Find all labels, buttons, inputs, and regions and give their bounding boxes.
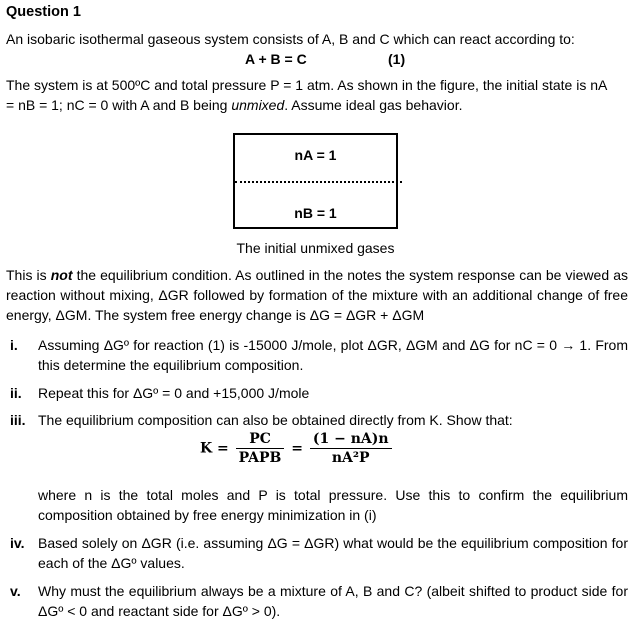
item-text-iii: The equilibrium composition can also be obtained directly from K. Show that: xyxy=(38,412,513,428)
bottom-compartment-label: nB = 1 xyxy=(294,205,337,221)
para-start: This is xyxy=(6,267,51,283)
intro-text: An isobaric isothermal gaseous system consists of A, B and C which can react according to: xyxy=(6,31,575,47)
equilibrium-constant-formula xyxy=(200,430,394,467)
mole-numerator: (1 − nA)n xyxy=(310,430,392,449)
formula-lhs: K = xyxy=(200,440,229,457)
state-line-2-end: . Assume ideal gas behavior. xyxy=(284,97,463,113)
figure-caption: The initial unmixed gases xyxy=(236,240,395,256)
formula-equals: = xyxy=(291,440,303,457)
item-number-v: v. xyxy=(10,583,21,599)
item-text-iv: Based solely on ΔGR (i.e. assuming ΔG = ΔGR) what would be the equilibrium composition for each of the ΔGº values. xyxy=(38,535,628,571)
item-number-ii: ii. xyxy=(10,385,22,401)
not-emphasis: not xyxy=(50,267,73,283)
item-text-ii: Repeat this for ΔGº = 0 and +15,000 J/mole xyxy=(38,385,310,401)
pressure-denominator: PAPB xyxy=(238,450,282,466)
mole-fraction xyxy=(310,430,392,467)
item-text-v: Why must the equilibrium always be a mixture of A, B and C? (albeit shifted to product side for ΔGº < 0 and reactant side for ΔGº > 0). xyxy=(38,583,628,619)
reaction-label: (1) xyxy=(388,51,406,67)
partition-dotted-line xyxy=(235,181,402,183)
gas-container-figure xyxy=(233,133,398,229)
reaction-equation: A + B = C xyxy=(245,51,307,67)
mole-denominator: nA²P xyxy=(331,450,370,466)
item-number-i: i. xyxy=(10,337,18,353)
question-heading: Question 1 xyxy=(6,4,81,20)
item-number-iii: iii. xyxy=(10,412,26,428)
unmixed-emphasis: unmixed xyxy=(231,97,285,113)
state-line-2 xyxy=(6,95,626,115)
item-text-i: Assuming ΔGº for reaction (1) is -15000 J/mole, plot ΔGR, ΔGM and ΔG for nC = 0 → 1. From this determine the equilibrium composition. xyxy=(38,337,628,373)
item-iii-followup: where n is the total moles and P is total pressure. Use this to confirm the equilibrium composition obtained by free energy minimization in (i) xyxy=(38,487,628,523)
para-rest: the equilibrium condition. As outlined in the notes the system response can be viewed as reaction without mixing, ΔGR followed by formation of the mixture with an additional change of free energy, ΔGM. The system free energy change is ΔG = ΔGR + ΔGM xyxy=(6,267,628,323)
state-line-2-start: = nB = 1; nC = 0 with A and B being xyxy=(6,97,228,113)
top-compartment-label: nA = 1 xyxy=(294,147,337,163)
pressure-numerator: PC xyxy=(236,430,285,449)
state-line-1: The system is at 500ºC and total pressure P = 1 atm. As shown in the figure, the initial state is nA xyxy=(6,77,608,93)
equilibrium-paragraph xyxy=(6,265,628,325)
pressure-fraction xyxy=(236,430,285,467)
item-number-iv: iv. xyxy=(10,535,25,551)
